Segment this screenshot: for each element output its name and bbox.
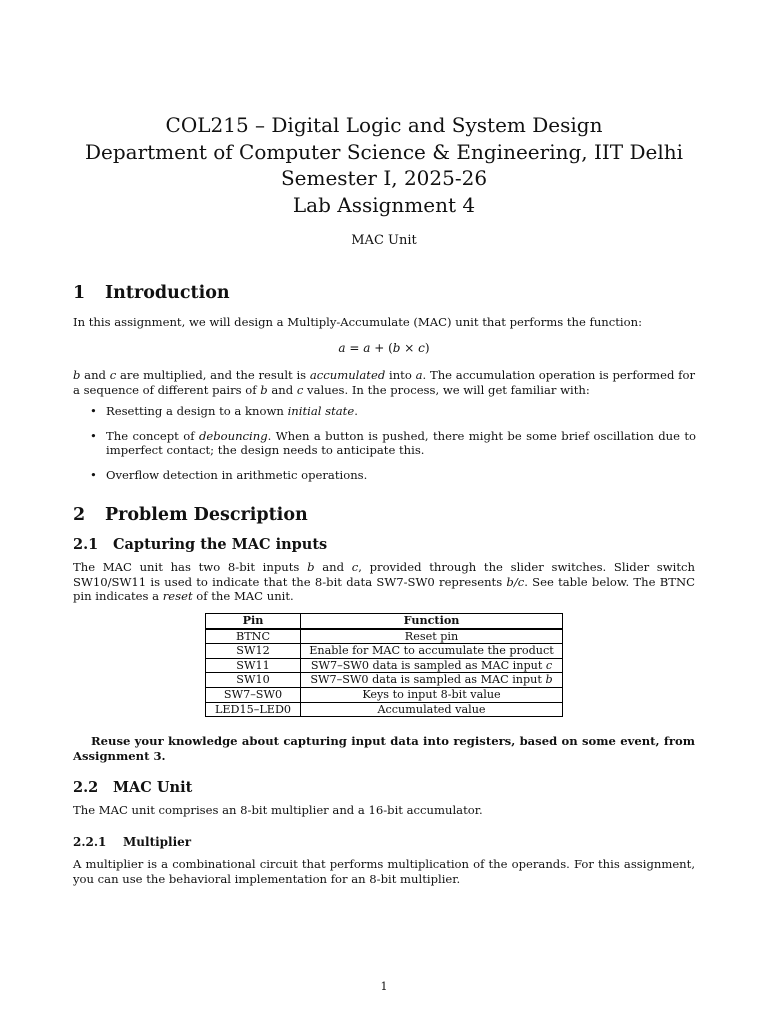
subsection-number: 2.1	[73, 536, 99, 553]
text-run: .	[354, 404, 358, 418]
table-row	[206, 673, 563, 688]
multiplier-paragraph: A multiplier is a combinational circuit that performs multiplication of the operands. For this assignment, you can use the behavioral implementation for an 8-bit multiplier.	[73, 857, 695, 886]
text-run: . See table below. The BTNC pin indicates a	[73, 574, 695, 603]
text-run: . When a button is pushed, there might be some brief oscillation due to imperfect contact; the design needs to anticipate this.	[106, 428, 697, 457]
eq-a1: a	[338, 341, 346, 355]
text-run: into	[385, 368, 416, 382]
emphasis-reset: reset	[162, 589, 193, 603]
function-cell	[301, 702, 563, 717]
bullet-icon: •	[90, 428, 97, 443]
function-cell	[301, 673, 563, 688]
text-run: values. In the process, we will get familiar with:	[303, 382, 590, 397]
table-header-row	[206, 614, 563, 629]
function-text: Enable for MAC to accumulate the product	[309, 644, 554, 658]
eq-close: )	[424, 341, 430, 355]
eq-equals: =	[345, 341, 364, 355]
text-run: and	[267, 382, 297, 397]
text-run: and	[314, 560, 352, 574]
capture-paragraph	[73, 560, 695, 604]
eq-times: ×	[400, 341, 419, 355]
page-number: 1	[380, 980, 388, 993]
section-title: Problem Description	[105, 505, 308, 525]
function-text: SW7–SW0 data is sampled as MAC input	[310, 673, 546, 687]
emphasis-accumulated: accumulated	[309, 368, 386, 382]
subsection-title: MAC Unit	[113, 779, 193, 796]
function-text: Keys to input 8-bit value	[362, 687, 501, 701]
function-text: Accumulated value	[377, 702, 486, 716]
section-heading-problem-description	[73, 505, 308, 525]
pin-cell: BTNC	[206, 629, 301, 644]
intro-bullet-list	[90, 404, 696, 492]
var-b: b	[307, 560, 315, 574]
eq-b: b	[392, 341, 401, 355]
text-run: are multiplied, and the result is	[116, 368, 310, 382]
intro-paragraph-2	[73, 368, 695, 397]
bullet-icon: •	[90, 404, 97, 418]
course-title: COL215 – Digital Logic and System Design	[165, 113, 603, 137]
function-cell	[301, 687, 563, 702]
function-text: Reset pin	[404, 629, 459, 643]
pin-function-table	[205, 613, 563, 717]
pin-cell: SW10	[206, 673, 301, 688]
emphasis-debouncing: debouncing	[198, 428, 268, 443]
title-block	[0, 112, 768, 218]
text-run: The MAC unit has two 8-bit inputs	[73, 560, 308, 574]
function-cell	[301, 658, 563, 673]
pin-cell: SW11	[206, 658, 301, 673]
var-a: a	[415, 368, 423, 382]
subsubsection-title: Multiplier	[123, 835, 192, 849]
list-item	[90, 468, 696, 483]
pin-cell: SW7–SW0	[206, 687, 301, 702]
section-heading-introduction	[73, 283, 230, 303]
column-header-pin: Pin	[206, 614, 301, 629]
pin-cell: LED15–LED0	[206, 702, 301, 717]
text-run: Overflow detection in arithmetic operations.	[106, 467, 368, 482]
pin-cell: SW12	[206, 644, 301, 659]
function-var: c	[545, 658, 553, 672]
section-title: Introduction	[105, 283, 230, 303]
eq-plus: + (	[370, 341, 393, 355]
table-row	[206, 644, 563, 659]
var-b-over-c: b/c	[506, 574, 525, 589]
list-item	[90, 429, 696, 458]
topic-subtitle: MAC Unit	[351, 233, 417, 248]
reuse-note: Reuse your knowledge about capturing input data into registers, based on some event, from Assignment 3.	[73, 734, 695, 763]
var-b: b	[73, 368, 81, 382]
var-c: c	[351, 560, 359, 574]
department-line: Department of Computer Science & Engineering, IIT Delhi	[84, 139, 684, 164]
subsection-title: Capturing the MAC inputs	[113, 536, 328, 553]
text-run: . The accumulation operation is performed for a sequence of different pairs of	[73, 368, 695, 397]
subsection-heading-capturing-inputs	[73, 536, 327, 553]
assignment-line: Lab Assignment 4	[292, 192, 476, 217]
section-number: 2	[73, 505, 86, 525]
eq-c: c	[418, 341, 425, 355]
subsection-number: 2.2	[73, 779, 99, 796]
function-text: SW7–SW0 data is sampled as MAC input	[310, 658, 546, 672]
table-row	[206, 702, 563, 717]
var-b: b	[260, 382, 268, 397]
intro-paragraph-1: In this assignment, we will design a Multiply-Accumulate (MAC) unit that performs the function:	[73, 315, 642, 329]
eq-a2: a	[363, 341, 371, 355]
subsubsection-heading-multiplier	[73, 835, 191, 849]
var-c: c	[296, 382, 304, 397]
text-run: of the MAC unit.	[192, 589, 294, 603]
mac-paragraph: The MAC unit comprises an 8-bit multiplier and a 16-bit accumulator.	[73, 803, 483, 817]
table-row	[206, 658, 563, 673]
function-cell	[301, 644, 563, 659]
text-run: , provided through the slider switches. Slider switch SW10/SW11 is used to indicate that the 8-bit data SW7-SW0 represents	[73, 560, 696, 589]
text-run: The concept of	[106, 428, 199, 443]
mac-equation	[0, 341, 768, 355]
function-var: b	[545, 673, 553, 687]
table-row	[206, 629, 563, 644]
section-number: 1	[73, 283, 86, 303]
emphasis-initial-state: initial state	[287, 404, 355, 418]
function-cell	[301, 629, 563, 644]
text-run: and	[80, 368, 110, 382]
list-item	[90, 404, 696, 419]
var-c: c	[109, 368, 117, 382]
subsubsection-number: 2.2.1	[73, 835, 107, 849]
semester-line: Semester I, 2025-26	[280, 166, 488, 190]
subsection-heading-mac-unit	[73, 779, 192, 796]
column-header-function: Function	[301, 614, 563, 629]
bullet-icon: •	[90, 467, 97, 482]
table-row	[206, 687, 563, 702]
text-run: Resetting a design to a known	[106, 404, 288, 418]
